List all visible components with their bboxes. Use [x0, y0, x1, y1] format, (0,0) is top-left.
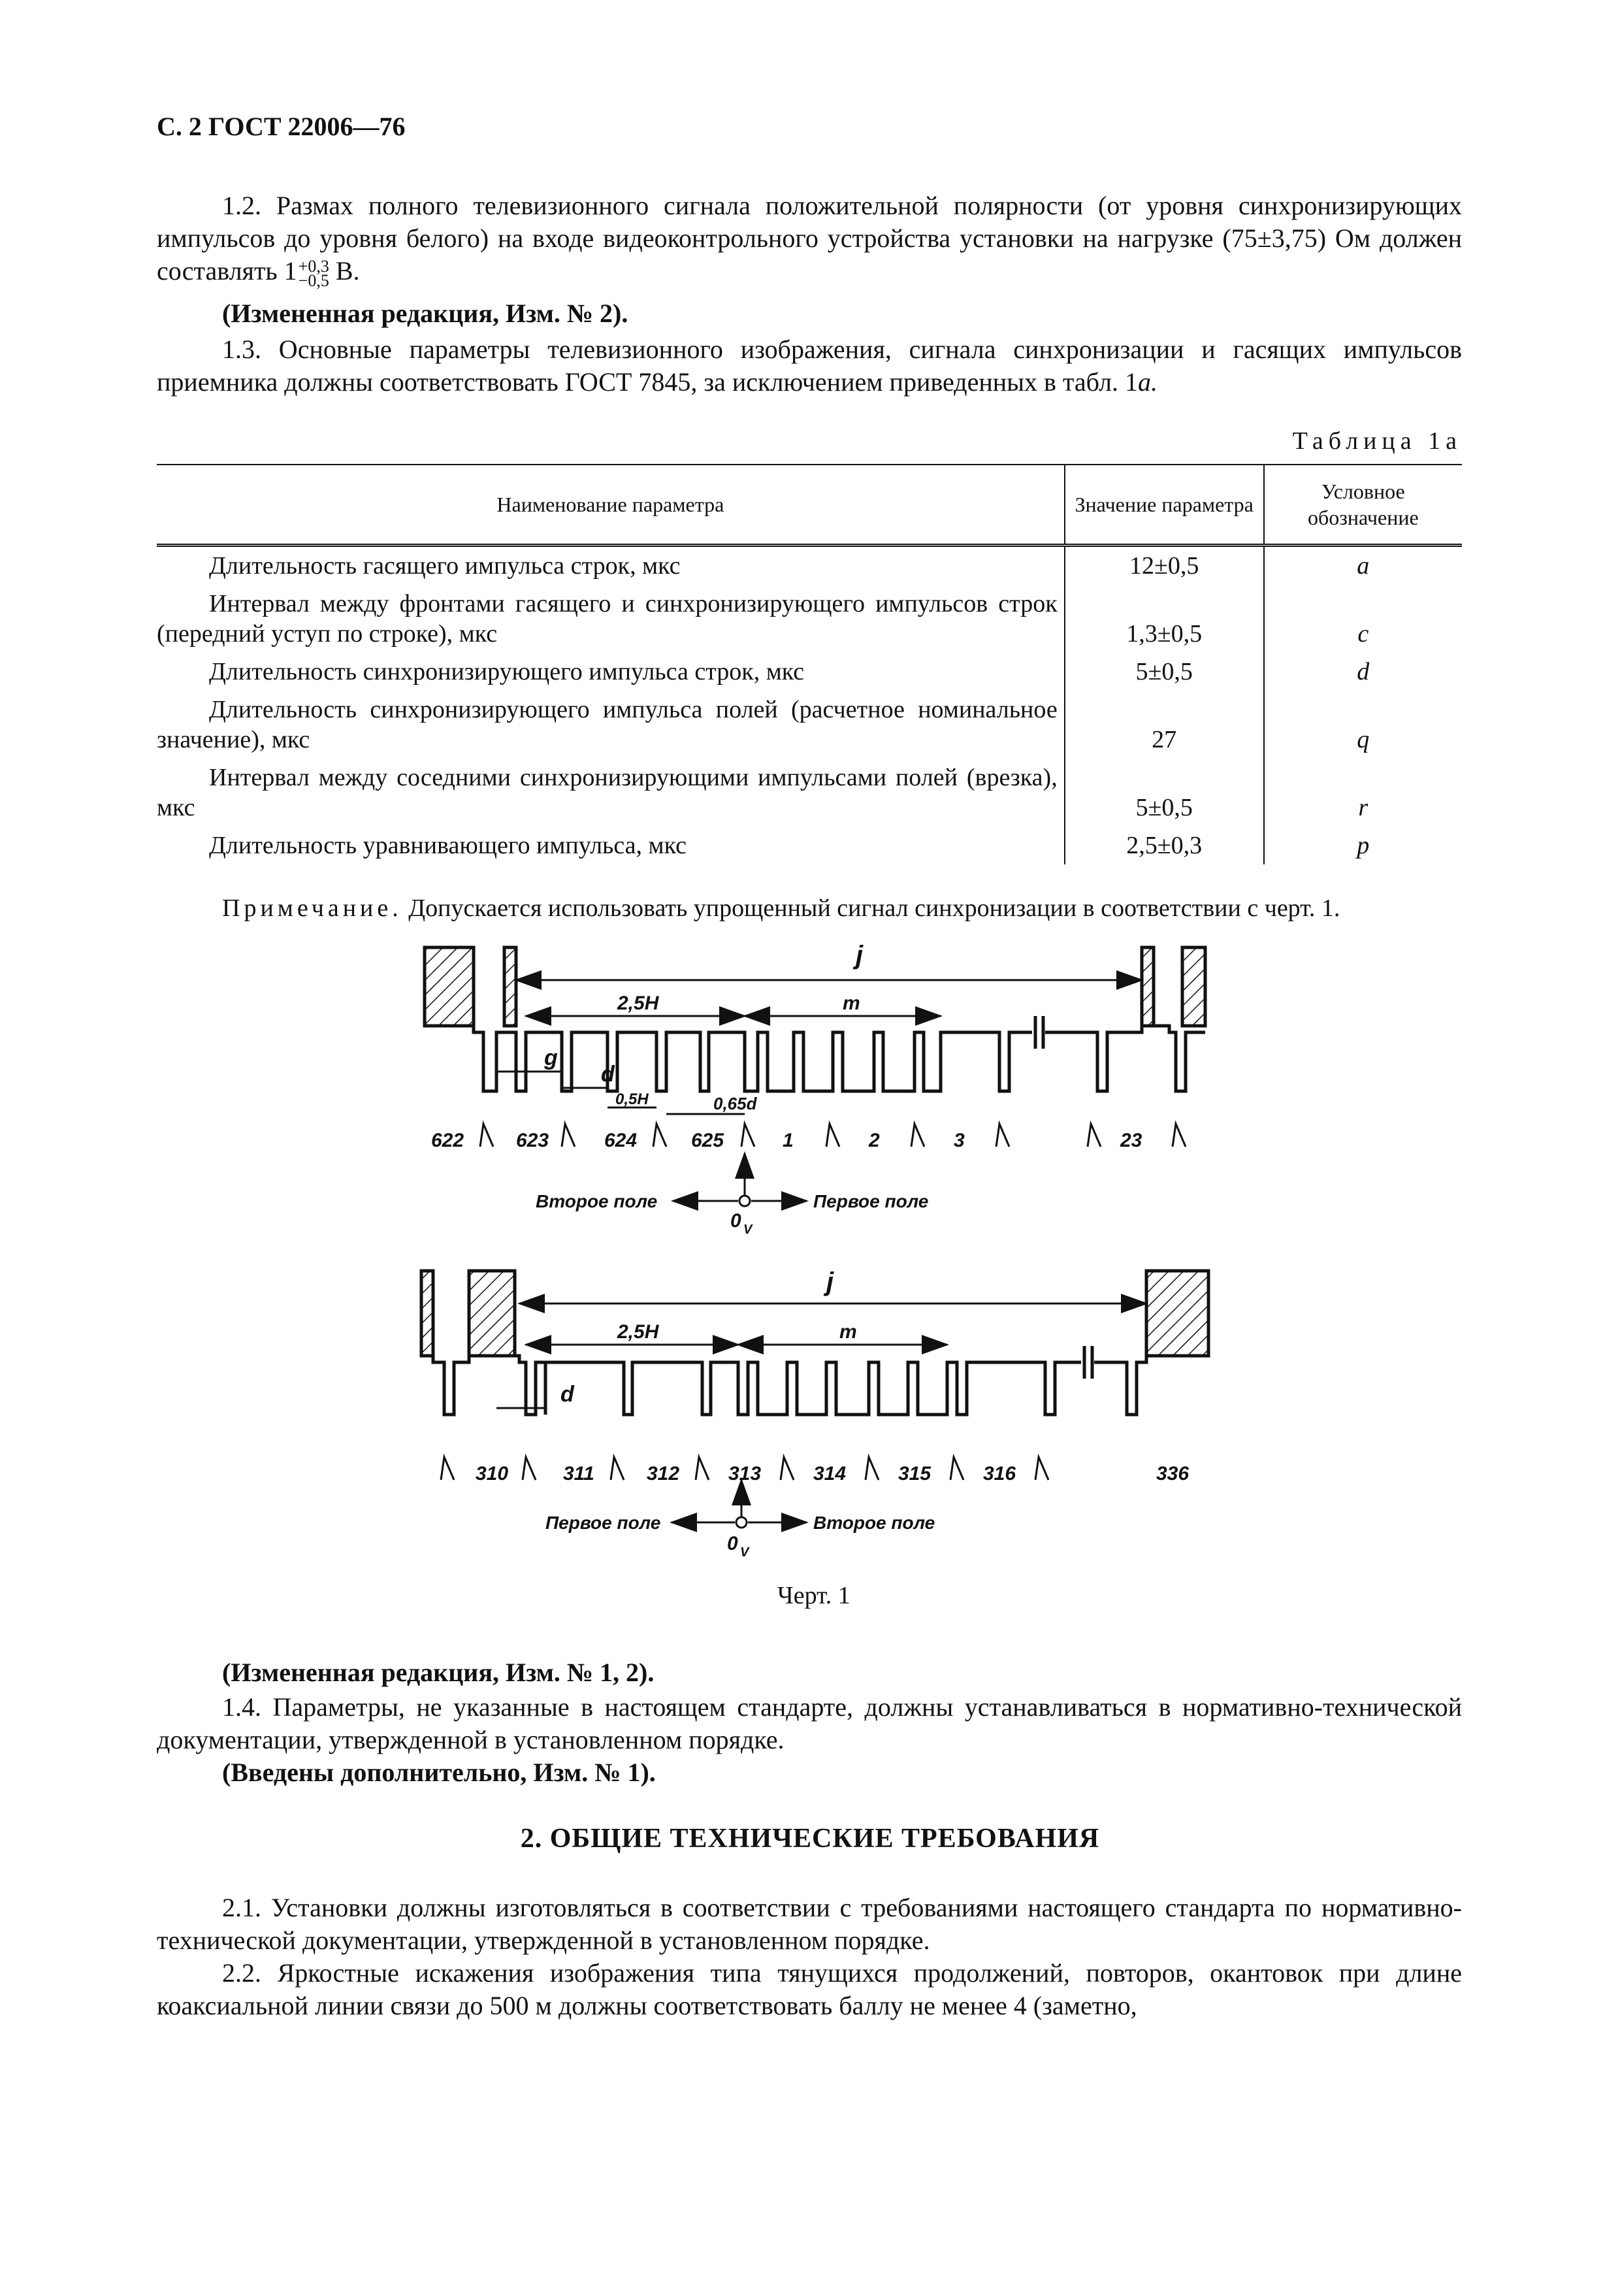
- line-tick: [781, 1457, 794, 1480]
- amendment-2-text: (Измененная редакция, Изм. № 1, 2).: [222, 1658, 655, 1687]
- row-symbol: q: [1264, 691, 1462, 759]
- paragraph-1-2-text: 1.2. Размах полного телевизионного сигнала положительной полярности (от уровня синхронизирующих импульсов до уровня белого) на входе видеоконтрольного устройства установки на нагрузке (75±3,75) Ом должен составлять 1: [157, 191, 1462, 286]
- line-tick: [696, 1457, 709, 1480]
- paragraph-1-3-text: 1.3. Основные параметры телевизионного изображения, сигнала синхронизации и гасящих импульсов приемника должны соответствовать ГОСТ 7845, за исключением приведенных в табл. 1: [157, 335, 1462, 397]
- bottom-waveform: [421, 1356, 1146, 1415]
- paragraph-1-2: [157, 189, 1462, 288]
- table-row: [157, 759, 1462, 827]
- table-row: [157, 691, 1462, 759]
- line-number: 314: [813, 1463, 847, 1484]
- label-left-field: Первое поле: [545, 1513, 661, 1533]
- paragraph-2-2: [157, 1957, 1462, 2022]
- line-tick: [523, 1457, 536, 1480]
- top-diagram-labels: [431, 941, 1142, 1237]
- row-value: 5±0,5: [1065, 759, 1264, 827]
- label-origin-sub: V: [740, 1545, 749, 1560]
- label-2-5h: 2,5H: [617, 992, 659, 1014]
- top-diagram: [425, 947, 1205, 1206]
- line-number: 336: [1156, 1463, 1190, 1484]
- label-j: j: [826, 1268, 834, 1296]
- label-origin: 0: [730, 1210, 741, 1232]
- row-name: Длительность синхронизирующего импульса строк, мкс: [209, 658, 805, 685]
- line-number: 312: [647, 1463, 680, 1484]
- label-m: m: [839, 1321, 857, 1343]
- tolerance-upper: +0,3: [298, 256, 329, 276]
- table-note: [222, 894, 1340, 923]
- unit: В.: [335, 256, 360, 286]
- line-number: 622: [431, 1130, 464, 1151]
- label-2-5h: 2,5H: [617, 1321, 659, 1343]
- header-value: Значение параметра: [1065, 465, 1264, 546]
- paragraph-2-1-text: 2.1. Установки должны изготовляться в соответствии с требованиями настоящего стандарта по нормативно-технической документации, утвержденной в установленном порядке.: [157, 1893, 1462, 1955]
- label-g: g: [544, 1045, 558, 1070]
- line-tick: [1035, 1457, 1048, 1480]
- table-row: [157, 585, 1462, 653]
- parameters-table: [157, 464, 1462, 864]
- label-0-65d: 0,65d: [713, 1094, 757, 1113]
- label-right-field: Второе поле: [813, 1513, 935, 1533]
- line-number: 1: [783, 1130, 794, 1151]
- line-tick: [950, 1457, 964, 1480]
- blanking-block-left: [425, 947, 474, 1026]
- line-tick: [1088, 1124, 1101, 1147]
- amendment-1-text: (Измененная редакция, Изм. № 2).: [222, 299, 628, 328]
- header-name: Наименование параметра: [496, 493, 724, 516]
- line-tick: [911, 1124, 924, 1147]
- line-number: 315: [898, 1463, 932, 1484]
- row-symbol: c: [1264, 585, 1462, 653]
- tolerance-lower: −0,5: [298, 271, 329, 290]
- label-m: m: [843, 992, 860, 1014]
- label-left-field: Второе поле: [536, 1191, 658, 1211]
- label-origin: 0: [727, 1533, 738, 1554]
- line-number: 313: [728, 1463, 762, 1484]
- table-header-row: [157, 465, 1462, 546]
- figure-caption: Черт. 1: [777, 1582, 850, 1609]
- line-tick: [741, 1124, 754, 1147]
- paragraph-2-2-text: 2.2. Яркостные искажения изображения типа тянущихся продолжений, повторов, окантовок при длине коаксиальной линии связи до 500 м должны соответствовать баллу не менее 4 (заметно,: [157, 1958, 1462, 2020]
- tolerance: [298, 256, 329, 290]
- line-number: 623: [516, 1130, 549, 1151]
- bottom-diagram: [421, 1271, 1208, 1528]
- label-origin-sub: V: [743, 1222, 753, 1237]
- row-value: 27: [1065, 691, 1264, 759]
- line-number: 624: [604, 1130, 638, 1151]
- row-symbol: r: [1264, 759, 1462, 827]
- paragraph-1-3: [157, 333, 1462, 399]
- label-0-5h: 0,5H: [615, 1091, 649, 1108]
- line-number: 2: [869, 1130, 880, 1151]
- line-tick: [441, 1457, 454, 1480]
- section-2-title: 2. ОБЩИЕ ТЕХНИЧЕСКИЕ ТРЕБОВАНИЯ: [520, 1824, 1100, 1854]
- row-value: 5±0,5: [1065, 653, 1264, 691]
- line-number: 625: [691, 1130, 724, 1151]
- label-d: d: [601, 1062, 615, 1087]
- blanking-block-left-narrow: [504, 947, 516, 1026]
- bottom-diagram-labels: [476, 1268, 1189, 1560]
- paragraph-2-1: [157, 1892, 1462, 1957]
- row-symbol: a: [1264, 546, 1462, 585]
- label-d: d: [560, 1382, 574, 1407]
- paragraph-1-4-text: 1.4. Параметры, не указанные в настоящем стандарте, должны устанавливаться в нормативно-технической документации, утвержденной в установленном порядке.: [157, 1692, 1462, 1754]
- line-tick: [1173, 1124, 1186, 1147]
- table-row: [157, 653, 1462, 691]
- note-label: Примечание.: [222, 894, 402, 922]
- line-tick: [562, 1124, 575, 1147]
- line-number: 311: [563, 1463, 594, 1484]
- page-header: С. 2 ГОСТ 22006—76: [157, 112, 406, 141]
- table-label: Таблица 1а: [1292, 427, 1462, 455]
- blanking-block-left-narrow: [421, 1271, 433, 1356]
- amendment-note-2: [157, 1656, 1462, 1689]
- label-j: j: [856, 941, 864, 970]
- row-value: 1,3±0,5: [1065, 585, 1264, 653]
- line-number: 310: [476, 1463, 509, 1484]
- amendment-note-3: [157, 1756, 1462, 1789]
- row-name: Длительность гасящего импульса строк, мкс: [209, 552, 681, 580]
- blanking-block-right: [1146, 1271, 1208, 1356]
- line-number: 3: [954, 1130, 965, 1151]
- note-text: Допускается использовать упрощенный сигнал синхронизации в соответствии с черт. 1.: [408, 894, 1340, 922]
- amendment-3-text: (Введены дополнительно, Изм. № 1).: [222, 1758, 656, 1787]
- row-value: 12±0,5: [1065, 546, 1264, 585]
- line-tick: [611, 1457, 624, 1480]
- line-tick: [826, 1124, 839, 1147]
- row-symbol: d: [1264, 653, 1462, 691]
- row-value: 2,5±0,3: [1065, 827, 1264, 864]
- label-right-field: Первое поле: [813, 1191, 929, 1211]
- paragraph-1-4: [157, 1691, 1462, 1756]
- row-name: Интервал между фронтами гасящего и синхронизирующего импульсов строк (передний уступ по строке), мкс: [157, 590, 1058, 648]
- line-tick: [653, 1124, 666, 1147]
- line-tick: [866, 1457, 879, 1480]
- blanking-block-left: [469, 1271, 515, 1356]
- row-name: Длительность синхронизирующего импульса полей (расчетное номинальное значение), мкс: [157, 696, 1058, 753]
- blanking-block-right-narrow: [1142, 947, 1154, 1026]
- origin-point: [739, 1196, 750, 1206]
- line-tick: [480, 1124, 493, 1147]
- blanking-block-right: [1182, 947, 1205, 1026]
- line-number: 23: [1120, 1130, 1142, 1151]
- table-row: [157, 827, 1462, 864]
- table-ref: а.: [1137, 367, 1158, 397]
- header-symbol: Условное обозначение: [1264, 465, 1462, 546]
- amendment-note-1: [157, 297, 1462, 330]
- origin-point: [736, 1517, 747, 1528]
- table-row: [157, 546, 1462, 585]
- row-name: Интервал между соседними синхронизирующими импульсами полей (врезка), мкс: [157, 764, 1058, 821]
- row-name: Длительность уравнивающего импульса, мкс: [209, 832, 687, 859]
- line-tick: [996, 1124, 1009, 1147]
- top-waveform: [425, 1026, 1205, 1091]
- line-number: 316: [983, 1463, 1016, 1484]
- row-symbol: p: [1264, 827, 1462, 864]
